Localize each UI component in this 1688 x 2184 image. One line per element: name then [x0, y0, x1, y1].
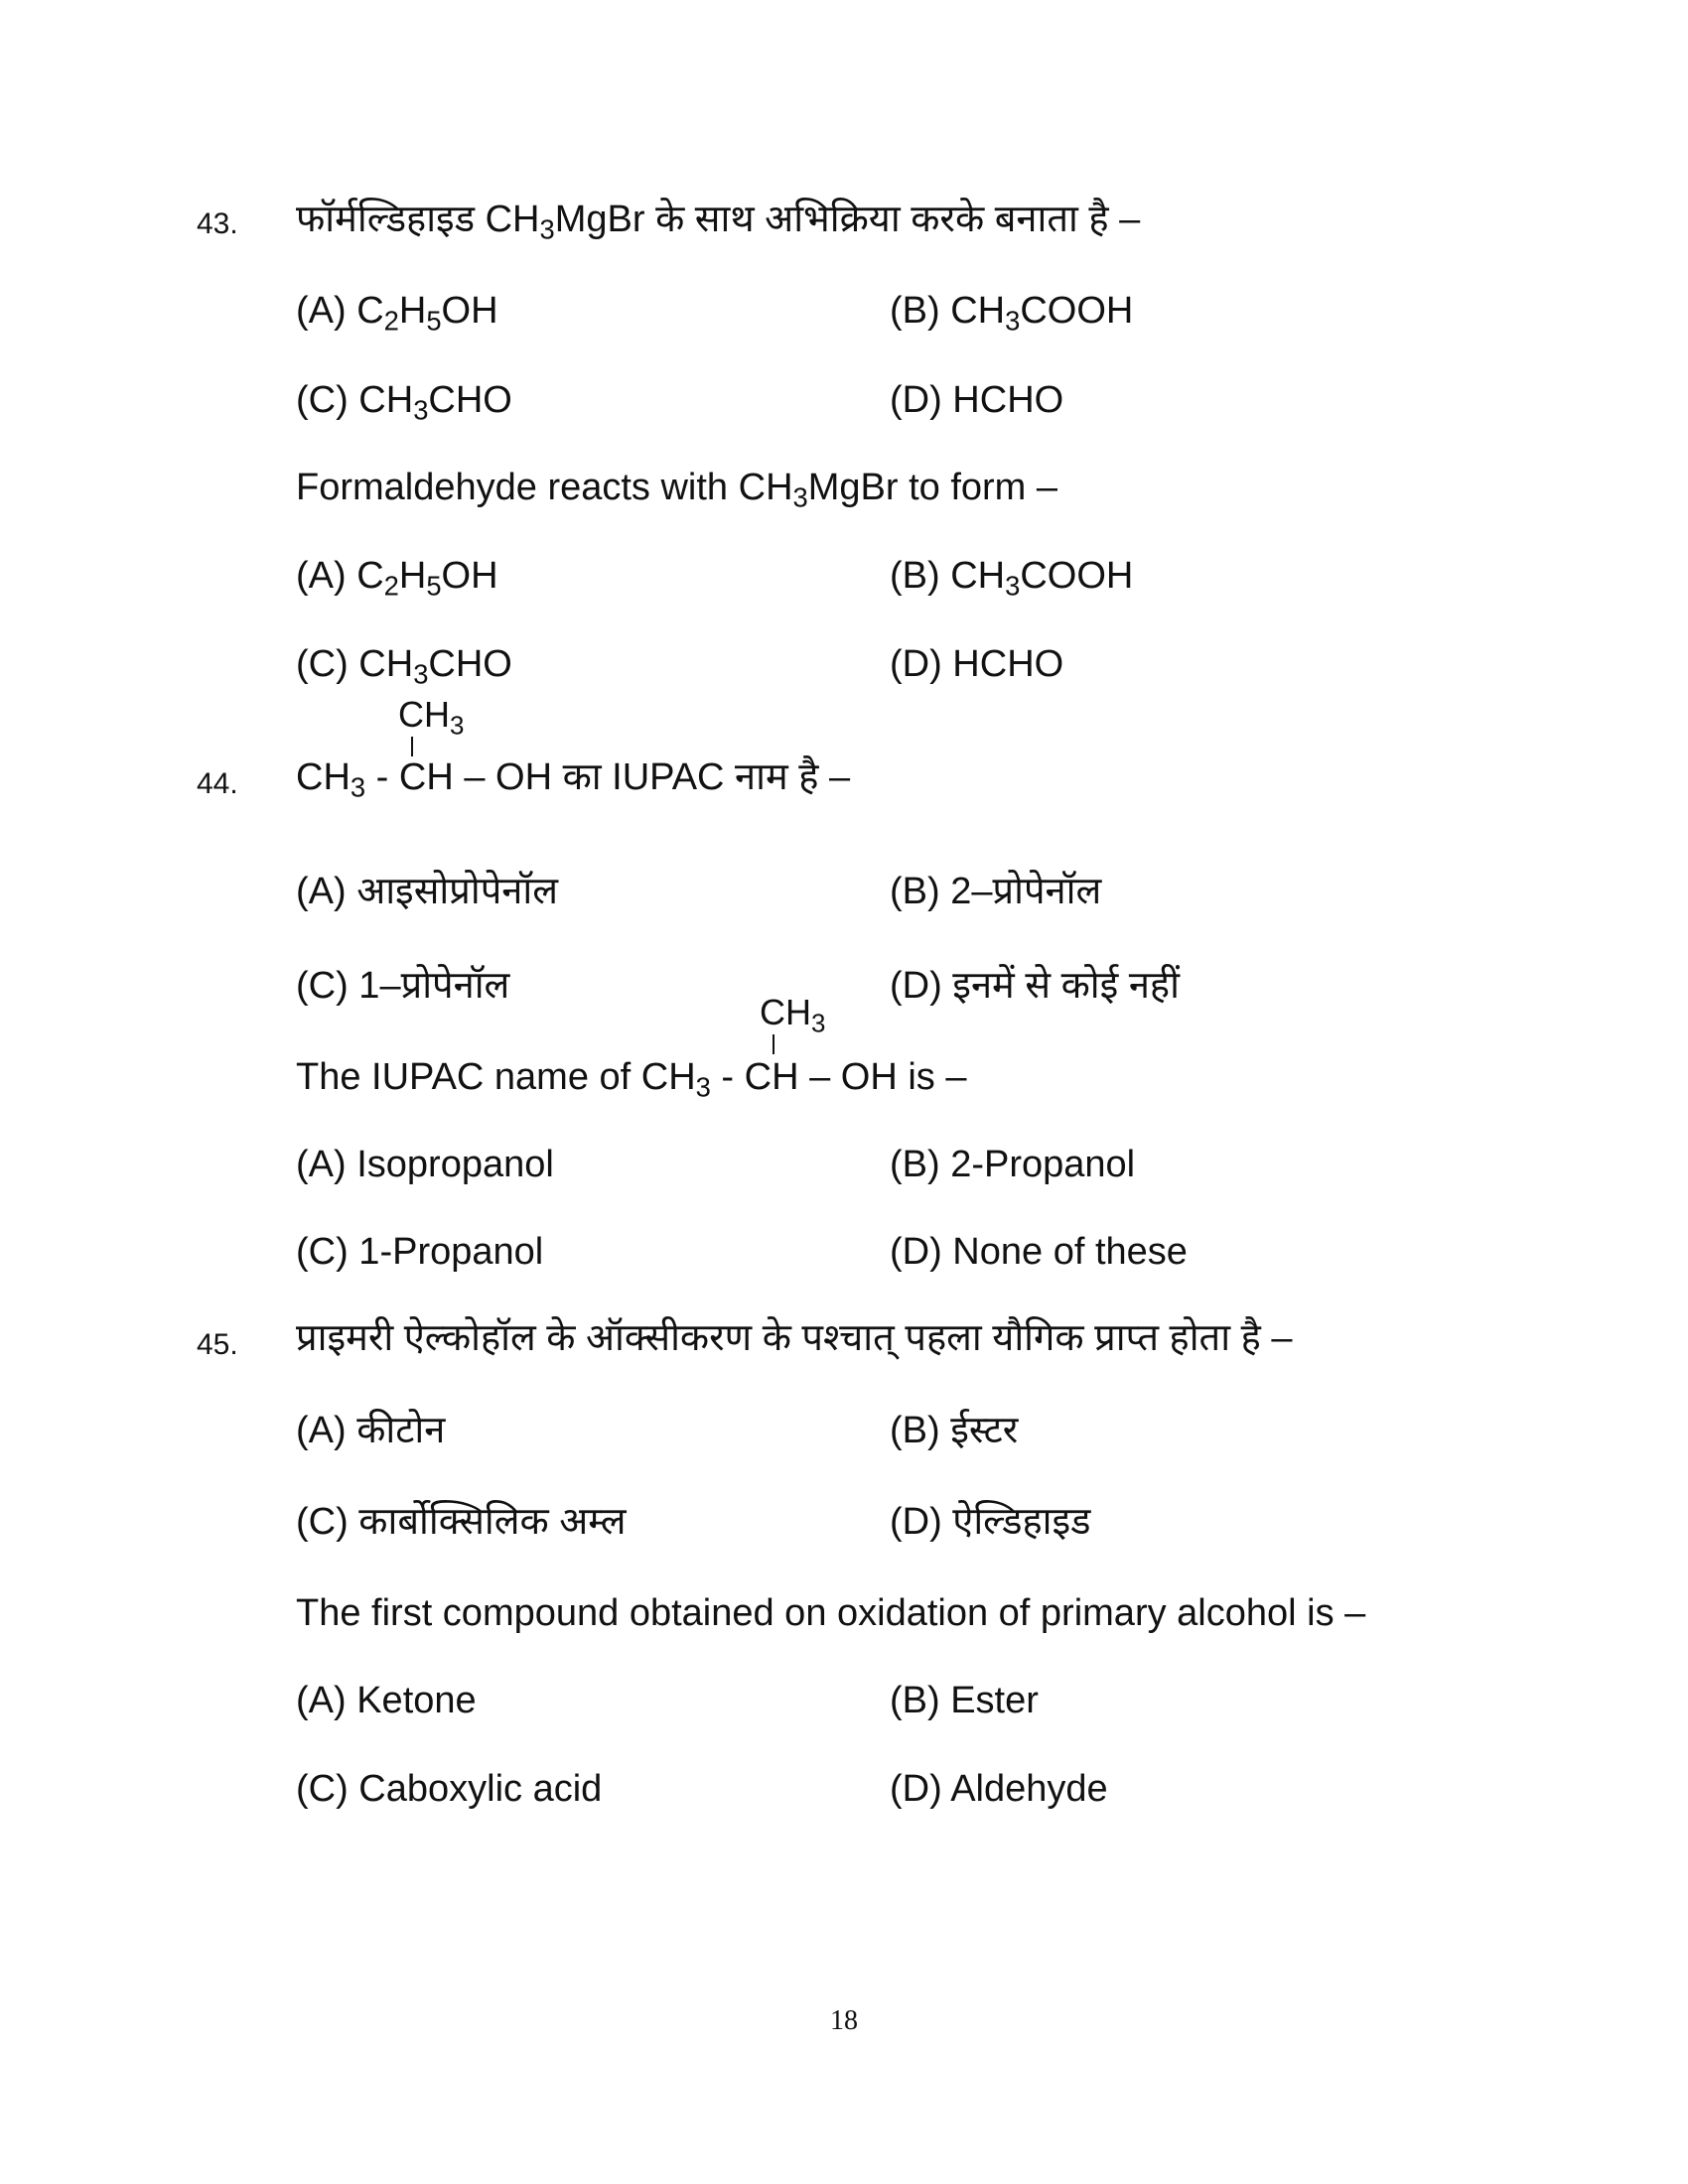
option-a: (A) कीटोन	[296, 1410, 446, 1451]
branch-bond-line	[773, 1034, 774, 1054]
question-stem-english: The IUPAC name of $CH_3$ - CH – OH is –	[296, 1056, 967, 1103]
question-stem-hindi: फॉर्मल्डिहाइड $CH_3MgBr$ के साथ अभिक्रिया करके बनाता है –	[296, 199, 1141, 245]
option-a: (A) $C_2H_5OH$	[296, 555, 498, 602]
question-stem-hindi: $CH_3$ - CH – OH का IUPAC नाम है –	[296, 756, 851, 803]
option-b: (B) Ester	[890, 1680, 1039, 1721]
option-a: (A) आइसोप्रोपेनॉल	[296, 871, 558, 912]
question-stem-english: Formaldehyde reacts with $CH_3MgBr$ to form –	[296, 467, 1058, 513]
option-b: (B) $CH_3COOH$	[890, 290, 1134, 337]
option-b: (B) 2–प्रोपेनॉल	[890, 871, 1102, 912]
option-c: (C) $CH_3CHO$	[296, 379, 512, 426]
branch-bond-line	[411, 737, 413, 756]
question-number: 43.	[197, 207, 238, 240]
option-c: (C) $CH_3CHO$	[296, 643, 512, 690]
question-number: 44.	[197, 767, 238, 800]
option-c: (C) 1-Propanol	[296, 1231, 544, 1273]
option-d: (D) Aldehyde	[890, 1768, 1108, 1810]
question-number: 45.	[197, 1328, 238, 1361]
option-c: (C) कार्बोक्सिलिक अम्ल	[296, 1501, 627, 1543]
option-a: (A) Isopropanol	[296, 1144, 554, 1185]
option-b: (B) $CH_3COOH$	[890, 555, 1134, 602]
option-c: (C) 1–प्रोपेनॉल	[296, 965, 510, 1007]
question-stem-hindi: प्राइमरी ऐल्कोहॉल के ऑक्सीकरण के पश्चात् पहला यौगिक प्राप्त होता है –	[296, 1317, 1293, 1359]
option-a: (A) Ketone	[296, 1680, 477, 1721]
question-stem-english: The first compound obtained on oxidation of primary alcohol is –	[296, 1592, 1366, 1634]
option-a: (A) $C_2H_5OH$	[296, 290, 498, 337]
option-b: (B) ईस्टर	[890, 1410, 1019, 1451]
page-number: 18	[830, 2005, 858, 2036]
option-c: (C) Caboxylic acid	[296, 1768, 603, 1810]
option-d: (D) ऐल्डिहाइड	[890, 1501, 1091, 1543]
option-b: (B) 2-Propanol	[890, 1144, 1136, 1185]
option-d: (D) None of these	[890, 1231, 1188, 1273]
option-d: (D) इनमें से कोई नहीं	[890, 965, 1180, 1007]
option-d: (D) HCHO	[890, 643, 1064, 685]
methyl-branch: $CH_3$	[398, 694, 465, 741]
methyl-branch: $CH_3$	[760, 992, 826, 1038]
option-d: (D) HCHO	[890, 379, 1064, 421]
